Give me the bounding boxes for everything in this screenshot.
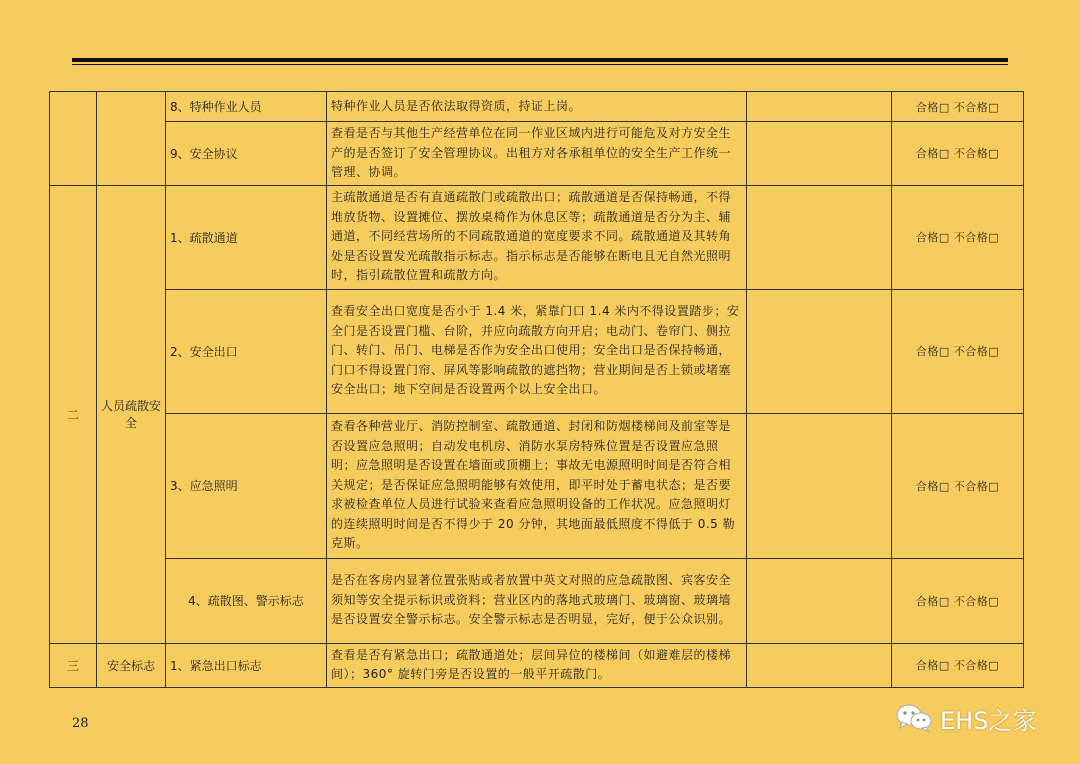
content-cell: 查看安全出口宽度是否小于 1.4 米，紧靠门口 1.4 米内不得设置踏步；安全门是否设置门槛、台阶，并应向疏散方向开启；电动门、卷帘门、侧拉门、转门、吊门、电梯是否作为安全出口使用；安全出口是否保持畅通，门口不得设置门帘、屏风等影响疏散的遮挡物；营业期间是否上锁或堵塞安全出口；地下空间是否设置两个以上安全出口。: [327, 289, 747, 413]
notes-cell: [747, 92, 892, 122]
section-category: 安全标志: [97, 643, 166, 687]
header-rule-thin: [72, 64, 1008, 65]
wechat-icon: [894, 702, 934, 734]
notes-cell: [747, 413, 892, 558]
watermark: [894, 700, 1036, 736]
category-cell: [97, 92, 166, 186]
result-cell: 合格□ 不合格□: [892, 643, 1024, 687]
item-cell: 3、应急照明: [166, 413, 327, 558]
table-row: [50, 122, 1024, 186]
item-cell: 4、疏散图、警示标志: [166, 558, 327, 643]
table-row: [50, 558, 1024, 643]
table-row: [50, 643, 1024, 687]
section-number-cell: [50, 92, 97, 186]
content-cell: 查看是否有紧急出口；疏散通道处；层间异位的楼梯间（如避难层的楼梯间）；360° 旋转门旁是否设置的一般平开疏散门。: [327, 643, 747, 687]
notes-cell: [747, 185, 892, 289]
table-row: [50, 185, 1024, 289]
page-number: 28: [72, 716, 89, 731]
content-cell: 查看是否与其他生产经营单位在同一作业区域内进行可能危及对方安全生产的是否签订了安全管理协议。出租方对各承租单位的安全生产工作统一管理、协调。: [327, 122, 747, 186]
item-cell: 1、疏散通道: [166, 185, 327, 289]
item-cell: 8、特种作业人员: [166, 92, 327, 122]
content-cell: 主疏散通道是否有直通疏散门或疏散出口；疏散通道是否保持畅通，不得堆放货物、设置摊位、摆放桌椅作为休息区等；疏散通道是否分为主、辅通道，不同经营场所的不同疏散通道的宽度要求不同。疏散通道及其转角处是否设置发光疏散指示标志。指示标志是否能够在断电且无自然光照明时，指引疏散位置和疏散方向。: [327, 185, 747, 289]
result-cell: 合格□ 不合格□: [892, 558, 1024, 643]
result-cell: 合格□ 不合格□: [892, 122, 1024, 186]
result-cell: 合格□ 不合格□: [892, 92, 1024, 122]
result-cell: 合格□ 不合格□: [892, 289, 1024, 413]
table-row: [50, 413, 1024, 558]
section-number: 三: [50, 643, 97, 687]
notes-cell: [747, 289, 892, 413]
table-row: [50, 289, 1024, 413]
result-cell: 合格□ 不合格□: [892, 185, 1024, 289]
header-rule-thick: [72, 58, 1008, 62]
notes-cell: [747, 558, 892, 643]
item-cell: 1、紧急出口标志: [166, 643, 327, 687]
content-cell: 是否在客房内显著位置张贴或者放置中英文对照的应急疏散图、宾客安全须知等安全提示标识或资料；营业区内的落地式玻璃门、玻璃窗、玻璃墙是否设置安全警示标志。安全警示标志是否明显，完好，便于公众识别。: [327, 558, 747, 643]
result-cell: 合格□ 不合格□: [892, 413, 1024, 558]
section-category: 人员疏散安全: [97, 185, 166, 643]
watermark-text: EHS之家: [940, 706, 1037, 735]
section-number: 二: [50, 185, 97, 643]
content-cell: 特种作业人员是否依法取得资质，持证上岗。: [327, 92, 747, 122]
notes-cell: [747, 643, 892, 687]
item-cell: 9、安全协议: [166, 122, 327, 186]
content-cell: 查看各种营业厅、消防控制室、疏散通道、封闭和防烟楼梯间及前室等是否设置应急照明；自动发电机房、消防水泵房特殊位置是否设置应急照明；应急照明是否设置在墙面或顶棚上；事故无电源照明时间是否符合相关规定；是否保证应急照明能够有效使用，即平时处于蓄电状态；是否要求被检查单位人员进行试验来查看应急照明设备的工作状况。应急照明灯的连续照明时间是否不得少于 20 分钟，其地面最低照度不得低于 0.5 勒克斯。: [327, 413, 747, 558]
inspection-table: [49, 91, 1024, 688]
notes-cell: [747, 122, 892, 186]
item-cell: 2、安全出口: [166, 289, 327, 413]
table-row: [50, 92, 1024, 122]
